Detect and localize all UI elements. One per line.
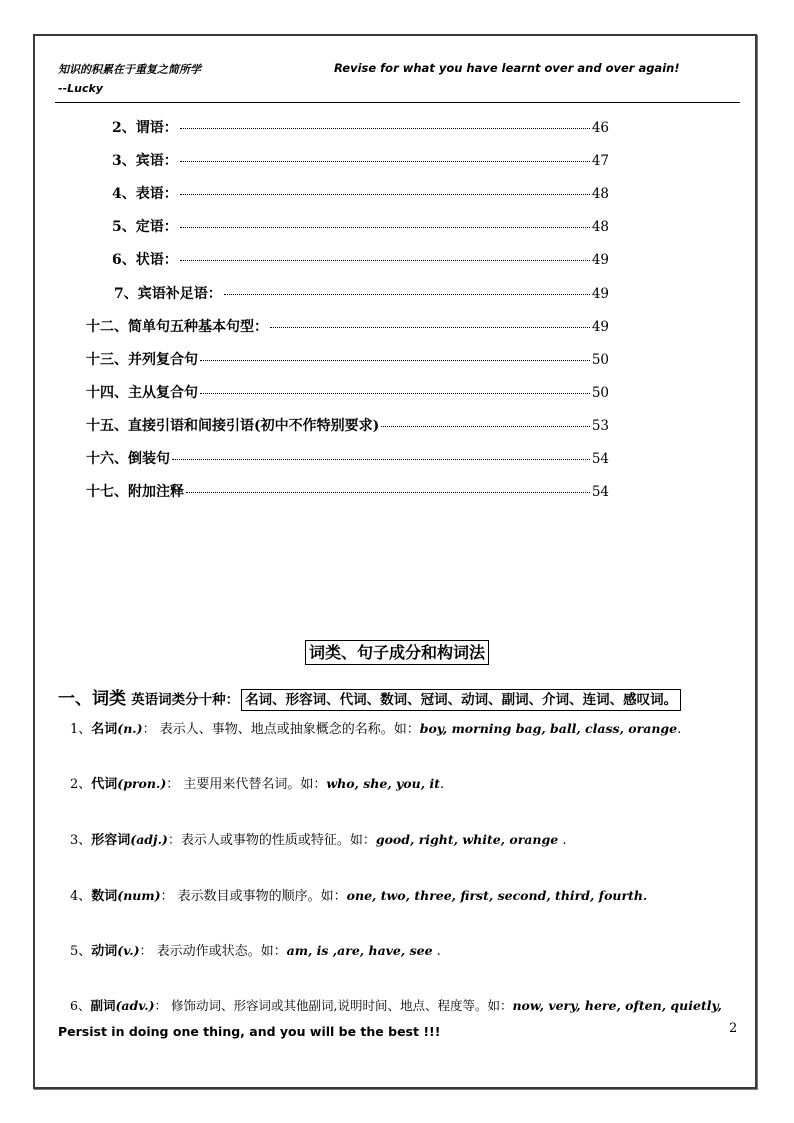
toc-page: 54 <box>591 484 609 500</box>
word-class-heading-line <box>58 684 681 709</box>
entry-abbr: (v.) <box>117 943 140 958</box>
toc-label: 十四、主从复合句 <box>86 385 198 401</box>
toc-page: 49 <box>591 319 609 335</box>
toc-leader <box>224 294 590 295</box>
entry-tail: . <box>439 777 445 792</box>
toc-entry[interactable] <box>86 382 609 402</box>
entry-term: 名词 <box>91 722 118 737</box>
header-left-motto: 知识的积累在于重复之简所学 <box>58 63 201 76</box>
entry-definition: ： 主要用来代替名词。如： <box>166 777 327 792</box>
entry-abbr: (num) <box>117 888 161 903</box>
entry-examples: am, is ,are, have, see <box>286 943 433 958</box>
entry-term: 代词 <box>91 777 118 792</box>
toc-leader <box>270 327 590 328</box>
toc-leader <box>200 393 590 394</box>
toc-entry[interactable] <box>86 481 609 501</box>
toc-leader <box>180 194 590 195</box>
toc-page: 47 <box>591 153 609 169</box>
entry-examples: good, right, white, orange <box>375 832 559 847</box>
toc-page: 54 <box>591 451 609 467</box>
word-class-list: 名词、形容词、代词、数词、冠词、动词、副词、介词、连词、感叹词。 <box>241 689 681 711</box>
section-title-text: 词类、句子成分和构词法 <box>305 640 489 665</box>
toc-label: 7、宾语补足语： <box>114 286 222 302</box>
entry-term: 形容词 <box>91 833 131 848</box>
entry-number: 3、 <box>70 833 92 848</box>
toc-entry[interactable] <box>112 216 609 236</box>
entry-tail: . <box>677 722 682 737</box>
toc-label: 十五、直接引语和间接引语(初中不作特别要求) <box>86 418 380 434</box>
toc-entry[interactable] <box>112 249 609 269</box>
entry-definition: ： 表示数目或事物的顺序。如： <box>160 889 347 904</box>
toc-entry[interactable] <box>112 150 609 170</box>
toc-leader <box>180 128 590 129</box>
header-right-motto: Revise for what you have learnt over and over again! <box>334 61 680 75</box>
toc-label: 十七、附加注释 <box>86 484 184 500</box>
entry-term: 数词 <box>91 889 118 904</box>
entry-examples: now, very, here, often, quietly, <box>512 998 722 1013</box>
word-class-entry <box>70 885 647 904</box>
toc-entry[interactable] <box>112 183 609 203</box>
toc-leader <box>180 260 590 261</box>
entry-abbr: (adj.) <box>130 832 168 847</box>
toc-entry[interactable] <box>86 316 609 336</box>
entry-number: 6、 <box>70 998 91 1013</box>
toc-page: 48 <box>591 219 609 235</box>
entry-number: 1、 <box>70 722 92 737</box>
entry-examples: boy, morning bag, ball, class, orange <box>419 721 678 736</box>
toc-entry[interactable] <box>112 117 609 137</box>
entry-term: 动词 <box>91 944 118 959</box>
page-number: 2 <box>729 1021 738 1036</box>
toc-label: 3、宾语： <box>112 153 178 169</box>
toc-leader <box>200 360 590 361</box>
toc-label: 2、谓语： <box>112 120 178 136</box>
toc-leader <box>180 227 590 228</box>
toc-page: 53 <box>591 418 609 434</box>
toc-label: 4、表语： <box>112 186 178 202</box>
entry-definition: ： 表示动作或状态。如： <box>139 944 287 959</box>
toc-page: 50 <box>591 352 609 368</box>
toc-entry[interactable] <box>86 415 609 435</box>
entry-number: 2、 <box>70 777 92 792</box>
entry-abbr: (adv.) <box>115 998 155 1013</box>
toc-label: 6、状语： <box>112 252 178 268</box>
entry-examples: who, she, you, it <box>326 776 440 791</box>
entry-definition: ： 表示人、事物、地点或抽象概念的名称。如： <box>142 722 420 737</box>
entry-term: 副词 <box>90 998 116 1013</box>
word-class-heading: 一、词类 <box>58 689 126 709</box>
toc-entry[interactable] <box>86 448 609 468</box>
header-divider <box>55 102 740 103</box>
toc-entry[interactable] <box>114 283 609 303</box>
toc-label: 十二、简单句五种基本句型： <box>86 319 268 335</box>
entry-examples: one, two, three, first, second, third, fourth. <box>346 888 648 903</box>
toc-page: 49 <box>591 286 609 302</box>
entry-tail: . <box>558 833 567 848</box>
word-class-entry <box>70 773 444 792</box>
section-title <box>0 640 794 663</box>
header-author: --Lucky <box>58 82 103 95</box>
word-class-entry <box>70 996 722 1014</box>
toc-label: 十六、倒装句 <box>86 451 170 467</box>
entry-abbr: (n.) <box>117 721 143 736</box>
toc-leader <box>381 426 590 427</box>
word-class-entry <box>70 718 681 737</box>
toc-leader <box>172 459 590 460</box>
toc-leader <box>186 492 590 493</box>
toc-label: 5、定语： <box>112 219 178 235</box>
entry-number: 4、 <box>70 889 92 904</box>
toc-page: 46 <box>591 120 609 136</box>
entry-number: 5、 <box>70 944 92 959</box>
toc-page: 48 <box>591 186 609 202</box>
toc-entry[interactable] <box>86 349 609 369</box>
toc-leader <box>180 161 590 162</box>
footer-motto: Persist in doing one thing, and you will be the best !!! <box>58 1024 441 1039</box>
toc-page: 50 <box>591 385 609 401</box>
entry-tail: . <box>432 944 441 959</box>
toc-label: 十三、并列复合句 <box>86 352 198 368</box>
toc-page: 49 <box>591 252 609 268</box>
word-class-entry <box>70 829 566 848</box>
word-class-entry <box>70 940 441 959</box>
entry-definition: ：表示人或事物的性质或特征。如： <box>167 833 376 848</box>
word-class-intro: 英语词类分十种： <box>131 692 240 708</box>
entry-abbr: (pron.) <box>117 776 167 791</box>
entry-definition: ： 修饰动词、形容词或其他副词,说明时间、地点、程度等。如： <box>154 998 513 1013</box>
